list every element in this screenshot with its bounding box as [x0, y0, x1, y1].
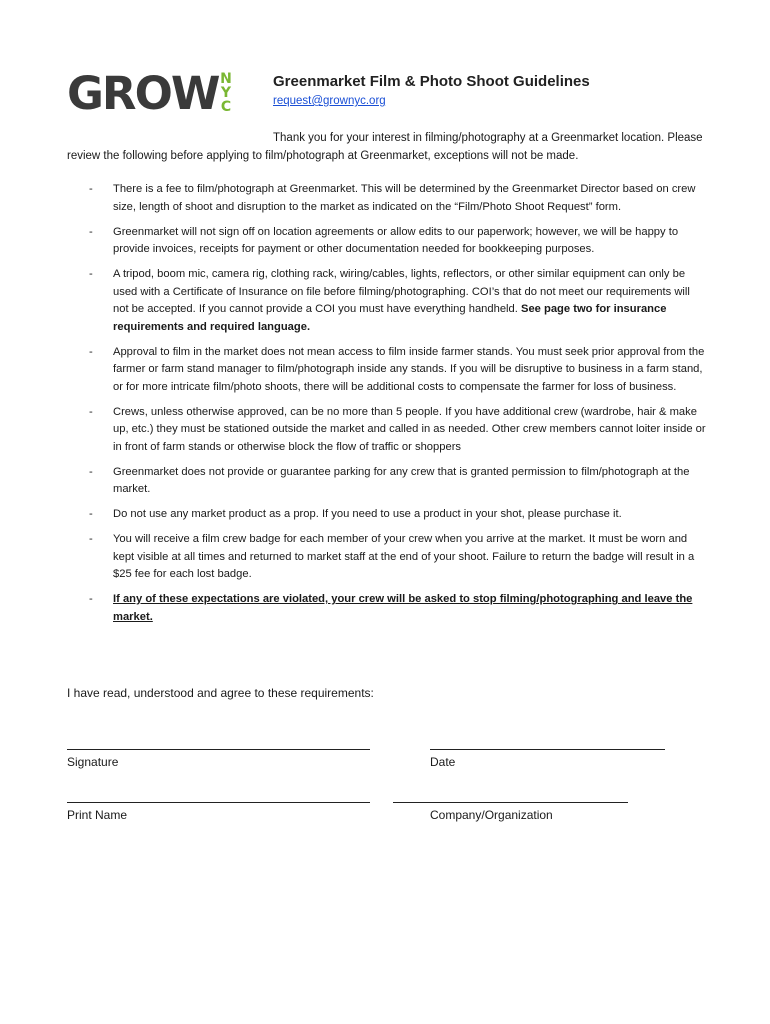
list-item: - Greenmarket does not provide or guarantee parking for any crew that is granted permission to film/photograph at the market. [89, 465, 690, 495]
list-item: - Do not use any market product as a prop. If you need to use a product in your shot, please purchase it. [89, 508, 622, 520]
agreement-statement: I have read, understood and agree to these requirements: [67, 686, 374, 700]
list-item: - You will receive a film crew badge for each member of your crew when you arrive at the market. It must be worn and kept visible at all times and returned to market staff at the end of your shoot. Failure to return the badge will result in a $25 fee for each lost badge. [89, 533, 695, 580]
logo-nyc-mark: N Y C [220, 71, 232, 115]
list-item: - Greenmarket will not sign off on location agreements or allow edits to our paperwork; however, we will be happy to provide invoices, receipts for payment or other documentation needed for bookkeeping purposes. [89, 225, 679, 255]
violation-warning: If any of these expectations are violated, your crew will be asked to stop filming/photographing and leave the market. [113, 593, 693, 623]
insurance-note: See page two for insurance requirements and required language. [113, 303, 667, 333]
email-link[interactable]: request@grownyc.org [273, 95, 386, 107]
signature-label: Signature [67, 755, 119, 769]
print-name-line[interactable] [67, 802, 370, 803]
document-title: Greenmarket Film & Photo Shoot Guidelines [273, 73, 590, 90]
list-item: - Approval to film in the market does not mean access to film inside farmer stands. You must seek prior approval from the farmer or farm stand manager to film/photograph inside any stands. If you will be disruptive to business in a farm stand, or for more intricate film/photo shoots, there will be additional costs to compensate the farmer for loss of business. [89, 345, 705, 393]
list-item: - There is a fee to film/photograph at Greenmarket. This will be determined by the Greenmarket Director based on crew size, length of shoot and disruption to the market as indicated on the “Film/Photo Shoot Request” form. [89, 183, 696, 213]
grownyc-logo [67, 67, 237, 120]
list-item: - A tripod, boom mic, camera rig, clothing rack, wiring/cables, lights, reflectors, or other similar equipment can only be used with a Certificate of Insurance on file before filming/photographing. COI’s that do not meet our requirements will not be accepted. If you cannot provide a COI you must have everything handheld. See page two for insurance requirements and required language. [89, 268, 690, 333]
date-label: Date [430, 755, 456, 769]
company-label: Company/Organization [430, 808, 553, 822]
signature-line[interactable] [67, 749, 370, 750]
list-item: - If any of these expectations are violated, your crew will be asked to stop filming/photographing and leave the market. [89, 593, 693, 623]
print-name-label: Print Name [67, 808, 128, 822]
intro-paragraph: Thank you for your interest in filming/photography at a Greenmarket location. Please review the following before applying to film/photograph at Greenmarket, exceptions will not be made. [67, 132, 703, 162]
guidelines-list [67, 181, 707, 634]
list-item: - Crews, unless otherwise approved, can be no more than 5 people. If you have additional crew (wardrobe, hair & make up, etc.) they must be stationed outside the market and called in as needed. Other crew members cannot loiter inside or in front of farm stands or otherwise block the flow of traffic or shoppers [89, 405, 706, 453]
date-line[interactable] [430, 749, 665, 750]
logo-wordmark: GROW [67, 67, 219, 120]
company-line[interactable] [393, 802, 628, 803]
